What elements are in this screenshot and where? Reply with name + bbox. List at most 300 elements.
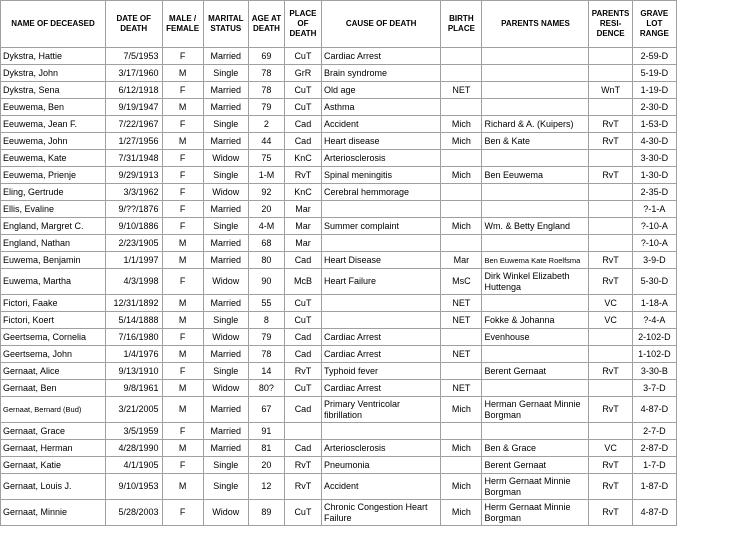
cell-age: 79 [248,99,284,116]
cell-parents: Dirk Winkel Elizabeth Huttenga [482,269,589,295]
cell-place: Cad [284,440,321,457]
cell-marital: Single [203,457,248,474]
cell-name: Eling, Gertrude [1,184,106,201]
cell-name: Ellis, Evaline [1,201,106,218]
cell-place: CuT [284,500,321,526]
cell-parents: Fokke & Johanna [482,312,589,329]
cell-age: 20 [248,457,284,474]
cell-age: 44 [248,133,284,150]
cell-cause [321,235,440,252]
cell-date: 9/10/1886 [105,218,162,235]
cell-name: Gernaat, Louis J. [1,474,106,500]
cell-residence [589,346,632,363]
cell-grave: ?-10-A [632,235,676,252]
cell-parents [482,82,589,99]
cell-residence: VC [589,295,632,312]
cell-grave: 5-30-D [632,269,676,295]
cell-parents: Herm Gernaat Minnie Borgman [482,474,589,500]
table-row [1,295,677,312]
header-place: PLACE OF DEATH [284,1,321,48]
cell-date: 7/5/1953 [105,48,162,65]
cell-cause [321,312,440,329]
cell-birth: Mich [441,500,482,526]
cell-birth: NET [441,346,482,363]
cell-residence: VC [589,440,632,457]
cell-parents: Ben Eeuwema [482,167,589,184]
header-age: AGE AT DEATH [248,1,284,48]
cell-parents [482,346,589,363]
table-row [1,440,677,457]
cell-date: 1/27/1956 [105,133,162,150]
cell-age: 20 [248,201,284,218]
cell-sex: F [162,218,203,235]
cell-cause: Cardiac Arrest [321,346,440,363]
cell-marital: Single [203,474,248,500]
cell-marital: Single [203,312,248,329]
cell-marital: Widow [203,500,248,526]
cell-grave: 2-30-D [632,99,676,116]
table-row [1,48,677,65]
cell-age: 69 [248,48,284,65]
cell-residence [589,150,632,167]
table-row [1,99,677,116]
cell-name: Eeuwema, Prienje [1,167,106,184]
table-row [1,201,677,218]
cell-cause: Old age [321,82,440,99]
cell-marital: Single [203,116,248,133]
cell-cause: Heart disease [321,133,440,150]
cell-date: 5/28/2003 [105,500,162,526]
table-row [1,474,677,500]
table-row [1,500,677,526]
header-grave: GRAVE LOT RANGE [632,1,676,48]
table-row [1,116,677,133]
cell-place: CuT [284,82,321,99]
cell-age: 92 [248,184,284,201]
table-row [1,269,677,295]
cell-age: 14 [248,363,284,380]
cell-place: Cad [284,329,321,346]
cell-date: 1/4/1976 [105,346,162,363]
cell-birth [441,423,482,440]
cell-place: CuT [284,48,321,65]
cell-age: 55 [248,295,284,312]
cell-birth [441,329,482,346]
cell-sex: F [162,150,203,167]
cell-residence [589,235,632,252]
cell-name: England, Nathan [1,235,106,252]
cell-marital: Married [203,48,248,65]
cell-date: 6/12/1918 [105,82,162,99]
table-row [1,457,677,474]
cell-place [284,423,321,440]
cell-age: 91 [248,423,284,440]
cell-birth: NET [441,312,482,329]
cell-sex: F [162,457,203,474]
cell-marital: Married [203,440,248,457]
cell-grave: 1-7-D [632,457,676,474]
cell-place: CuT [284,380,321,397]
cell-parents: Berent Gernaat [482,363,589,380]
cell-place: RvT [284,474,321,500]
cell-date: 4/1/1905 [105,457,162,474]
cell-residence [589,329,632,346]
cell-name: Eeuwema, Kate [1,150,106,167]
cell-place: GrR [284,65,321,82]
cell-name: Geertsema, John [1,346,106,363]
cell-grave: 2-102-D [632,329,676,346]
cell-parents: Herman Gernaat Minnie Borgman [482,397,589,423]
cell-date: 5/14/1888 [105,312,162,329]
cell-residence: WnT [589,82,632,99]
cell-sex: F [162,167,203,184]
cell-parents: Ben & Grace [482,440,589,457]
cell-age: 90 [248,269,284,295]
cell-parents [482,65,589,82]
cell-marital: Married [203,423,248,440]
cell-parents [482,184,589,201]
cell-name: Gernaat, Ben [1,380,106,397]
cell-age: 80 [248,252,284,269]
cell-cause: Accident [321,116,440,133]
cell-place: RvT [284,167,321,184]
cell-birth: NET [441,295,482,312]
cell-sex: F [162,82,203,99]
cell-grave: 1-53-D [632,116,676,133]
cell-marital: Widow [203,380,248,397]
cell-parents [482,201,589,218]
cell-marital: Widow [203,269,248,295]
cell-name: Dykstra, Hattie [1,48,106,65]
cell-place: CuT [284,295,321,312]
cell-marital: Married [203,201,248,218]
table-row [1,65,677,82]
cell-sex: F [162,269,203,295]
cell-date: 9/19/1947 [105,99,162,116]
cell-parents [482,99,589,116]
cell-residence [589,218,632,235]
cell-grave: 1-30-D [632,167,676,184]
cell-place: McB [284,269,321,295]
cell-cause: Summer complaint [321,218,440,235]
cell-sex: F [162,423,203,440]
cell-cause: Typhoid fever [321,363,440,380]
cell-parents: Wm. & Betty England [482,218,589,235]
cell-place: Mar [284,218,321,235]
cell-date: 7/16/1980 [105,329,162,346]
cell-grave: ?-1-A [632,201,676,218]
cell-name: Gernaat, Katie [1,457,106,474]
cell-residence: RvT [589,167,632,184]
cell-name: England, Margret C. [1,218,106,235]
cell-marital: Married [203,397,248,423]
cell-cause: Asthma [321,99,440,116]
cell-sex: M [162,474,203,500]
cell-birth [441,184,482,201]
cell-age: 80? [248,380,284,397]
cell-cause: Arteriosclerosis [321,150,440,167]
cell-grave: 3-30-B [632,363,676,380]
cell-name: Eeuwema, Jean F. [1,116,106,133]
cell-cause [321,295,440,312]
cell-sex: M [162,65,203,82]
cell-cause: Cardiac Arrest [321,48,440,65]
cell-birth [441,457,482,474]
cell-marital: Single [203,363,248,380]
cell-place: Cad [284,116,321,133]
cell-grave: 2-87-D [632,440,676,457]
cell-residence [589,423,632,440]
header-residence: PARENTS RESI-DENCE [589,1,632,48]
cell-name: Gernaat, Herman [1,440,106,457]
header-cause: CAUSE OF DEATH [321,1,440,48]
cell-sex: F [162,116,203,133]
cell-age: 78 [248,65,284,82]
cell-date: 4/3/1998 [105,269,162,295]
cell-age: 4-M [248,218,284,235]
cell-residence: RvT [589,269,632,295]
cell-residence: RvT [589,363,632,380]
table-row [1,346,677,363]
cell-cause: Pneumonia [321,457,440,474]
cell-name: Gernaat, Bernard (Bud) [1,397,106,423]
table-row [1,252,677,269]
cell-date: 7/22/1967 [105,116,162,133]
cell-cause: Spinal meningitis [321,167,440,184]
cell-place: CuT [284,99,321,116]
cell-birth [441,363,482,380]
cell-cause: Cardiac Arrest [321,329,440,346]
cell-residence: RvT [589,474,632,500]
header-row [1,1,677,48]
cell-sex: M [162,312,203,329]
cell-age: 78 [248,82,284,99]
cell-birth: Mich [441,133,482,150]
cell-birth: Mich [441,167,482,184]
cell-birth [441,201,482,218]
cell-age: 67 [248,397,284,423]
cell-sex: M [162,133,203,150]
cell-birth: Mich [441,397,482,423]
cell-date: 2/23/1905 [105,235,162,252]
cell-age: 8 [248,312,284,329]
cell-marital: Married [203,99,248,116]
cell-name: Gernaat, Minnie [1,500,106,526]
cell-grave: 1-87-D [632,474,676,500]
cell-parents: Ben Euwema Kate Roelfsma [482,252,589,269]
table-row [1,167,677,184]
cell-sex: M [162,397,203,423]
cell-cause: Cerebral hemmorage [321,184,440,201]
cell-grave: 4-87-D [632,500,676,526]
cell-parents [482,150,589,167]
cell-marital: Widow [203,329,248,346]
cell-residence: RvT [589,397,632,423]
cell-sex: F [162,329,203,346]
cell-name: Fictori, Koert [1,312,106,329]
cell-sex: M [162,235,203,252]
cell-residence: RvT [589,500,632,526]
cell-marital: Married [203,346,248,363]
cell-parents [482,380,589,397]
header-name: NAME OF DECEASED [1,1,106,48]
cell-age: 12 [248,474,284,500]
cell-cause: Accident [321,474,440,500]
cell-grave: 5-19-D [632,65,676,82]
cell-name: Dykstra, John [1,65,106,82]
cell-birth: MsC [441,269,482,295]
cell-grave: 1-18-A [632,295,676,312]
cell-residence: RvT [589,133,632,150]
cell-birth: Mich [441,440,482,457]
cell-date: 9/??/1876 [105,201,162,218]
cell-cause [321,423,440,440]
cell-name: Euwema, Benjamin [1,252,106,269]
table-row [1,184,677,201]
cell-parents [482,235,589,252]
cell-residence: RvT [589,457,632,474]
cell-grave: 4-30-D [632,133,676,150]
cell-place: Cad [284,397,321,423]
cell-parents: Richard & A. (Kuipers) [482,116,589,133]
cell-cause: Brain syndrome [321,65,440,82]
cell-name: Eeuwema, Ben [1,99,106,116]
cell-age: 78 [248,346,284,363]
cell-parents: Evenhouse [482,329,589,346]
cell-birth: NET [441,380,482,397]
cell-birth: NET [441,82,482,99]
cell-age: 68 [248,235,284,252]
cell-grave: 4-87-D [632,397,676,423]
cell-place: RvT [284,457,321,474]
cell-name: Dykstra, Sena [1,82,106,99]
cell-marital: Single [203,65,248,82]
header-parents: PARENTS NAMES [482,1,589,48]
cell-parents [482,48,589,65]
cell-grave: 2-59-D [632,48,676,65]
cell-birth [441,48,482,65]
cell-residence [589,184,632,201]
table-row [1,82,677,99]
cell-age: 1-M [248,167,284,184]
cell-date: 9/29/1913 [105,167,162,184]
cell-date: 3/5/1959 [105,423,162,440]
cell-marital: Married [203,82,248,99]
cell-birth [441,99,482,116]
cell-date: 3/21/2005 [105,397,162,423]
cell-grave: 3-9-D [632,252,676,269]
cell-parents [482,423,589,440]
header-marital: MARITAL STATUS [203,1,248,48]
cell-age: 89 [248,500,284,526]
cell-residence: RvT [589,116,632,133]
cell-place: KnC [284,150,321,167]
table-row [1,363,677,380]
cell-residence [589,99,632,116]
cell-cause: Cardiac Arrest [321,380,440,397]
cell-parents: Berent Gernaat [482,457,589,474]
cell-sex: F [162,201,203,218]
cell-grave: ?-4-A [632,312,676,329]
cell-date: 9/13/1910 [105,363,162,380]
cell-parents: Ben & Kate [482,133,589,150]
table-row [1,235,677,252]
cell-name: Gernaat, Alice [1,363,106,380]
cell-place: RvT [284,363,321,380]
cell-marital: Married [203,252,248,269]
cell-parents [482,295,589,312]
cell-residence [589,201,632,218]
cell-birth: Mich [441,474,482,500]
cell-date: 9/10/1953 [105,474,162,500]
cell-date: 3/3/1962 [105,184,162,201]
table-row [1,423,677,440]
cell-place: Mar [284,235,321,252]
cell-sex: F [162,500,203,526]
table-row [1,397,677,423]
cell-age: 79 [248,329,284,346]
cell-name: Fictori, Faake [1,295,106,312]
cell-birth: Mich [441,116,482,133]
cell-grave: 3-30-D [632,150,676,167]
cell-marital: Married [203,295,248,312]
header-sex: MALE / FEMALE [162,1,203,48]
cell-cause: Arteriosclerosis [321,440,440,457]
table-row [1,380,677,397]
table-row [1,218,677,235]
cell-date: 9/8/1961 [105,380,162,397]
cell-date: 3/17/1960 [105,65,162,82]
cell-sex: M [162,380,203,397]
cell-grave: 1-102-D [632,346,676,363]
cell-date: 1/1/1997 [105,252,162,269]
cell-birth: Mich [441,218,482,235]
cell-date: 7/31/1948 [105,150,162,167]
cell-birth [441,235,482,252]
cell-marital: Married [203,133,248,150]
cell-birth: Mar [441,252,482,269]
table-row [1,312,677,329]
cell-birth [441,65,482,82]
table-row [1,133,677,150]
cell-parents: Herm Gernaat Minnie Borgman [482,500,589,526]
cell-marital: Widow [203,150,248,167]
cell-place: Mar [284,201,321,218]
cell-sex: M [162,252,203,269]
cell-marital: Single [203,218,248,235]
cell-name: Gernaat, Grace [1,423,106,440]
cell-age: 75 [248,150,284,167]
cell-sex: F [162,363,203,380]
cell-marital: Single [203,167,248,184]
cell-place: KnC [284,184,321,201]
cell-sex: M [162,346,203,363]
cell-sex: M [162,99,203,116]
cell-grave: 1-19-D [632,82,676,99]
cell-marital: Married [203,235,248,252]
cell-sex: F [162,48,203,65]
cell-sex: M [162,440,203,457]
cell-name: Eeuwema, John [1,133,106,150]
header-date: DATE OF DEATH [105,1,162,48]
table-row [1,329,677,346]
cell-cause: Primary Ventricolar fibrillation [321,397,440,423]
cell-age: 81 [248,440,284,457]
cell-residence: VC [589,312,632,329]
cell-age: 2 [248,116,284,133]
cell-residence [589,65,632,82]
cell-grave: ?-10-A [632,218,676,235]
